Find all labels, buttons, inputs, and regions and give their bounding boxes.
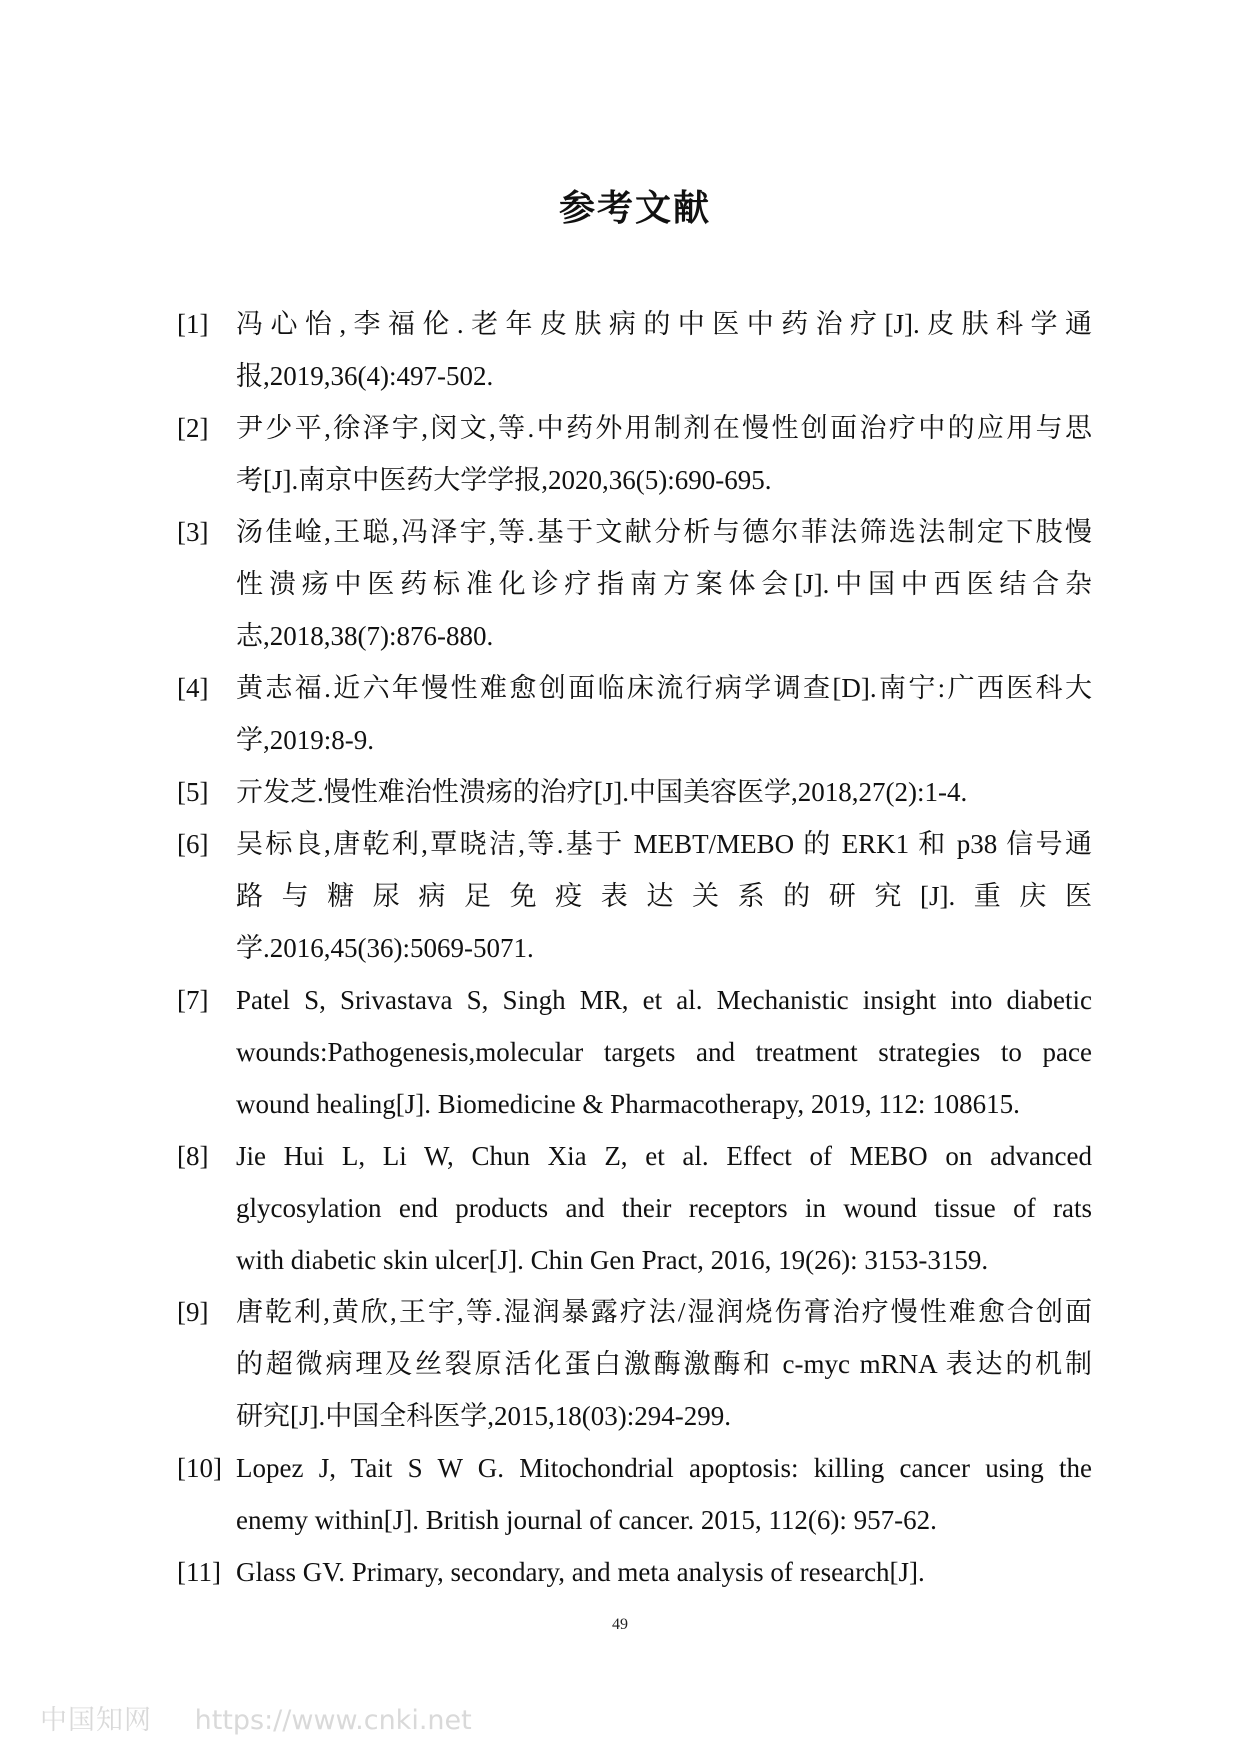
reference-item xyxy=(177,662,1092,766)
reference-item xyxy=(177,1286,1092,1442)
reference-number: [1] xyxy=(177,309,209,339)
reference-item xyxy=(177,1130,1092,1286)
reference-line: 汤佳崯,王聪,冯泽宇,等.基于文献分析与德尔菲法筛选法制定下肢慢 xyxy=(236,517,1092,547)
reference-text xyxy=(236,1286,1092,1442)
reference-item xyxy=(177,298,1092,402)
reference-line: with diabetic skin ulcer[J]. Chin Gen Pract, 2016, 19(26): 3153-3159. xyxy=(236,1245,989,1275)
reference-line: 路与糖尿病足免疫表达关系的研究[J].重庆医 xyxy=(236,881,1092,911)
reference-text xyxy=(236,766,1092,818)
reference-line: 的超微病理及丝裂原活化蛋白激酶激酶和 c-myc mRNA 表达的机制 xyxy=(236,1349,1092,1379)
reference-line: 研究[J].中国全科医学,2015,18(03):294-299. xyxy=(236,1401,731,1431)
reference-line: 学.2016,45(36):5069-5071. xyxy=(236,933,534,963)
reference-line: Jie Hui L, Li W, Chun Xia Z, et al. Effect of MEBO on advanced xyxy=(236,1141,1092,1171)
reference-text xyxy=(236,506,1092,662)
watermark xyxy=(40,1698,472,1737)
reference-number: [11] xyxy=(177,1557,221,1587)
reference-number: [6] xyxy=(177,829,209,859)
reference-item xyxy=(177,1546,1092,1598)
reference-item xyxy=(177,402,1092,506)
reference-list xyxy=(177,298,1092,1598)
reference-number: [2] xyxy=(177,413,209,443)
reference-text xyxy=(236,1546,1092,1598)
reference-item xyxy=(177,506,1092,662)
reference-number: [8] xyxy=(177,1141,209,1171)
reference-item xyxy=(177,974,1092,1130)
reference-line: Patel S, Srivastava S, Singh MR, et al. Mechanistic insight into diabetic xyxy=(236,985,1092,1015)
reference-line: Glass GV. Primary, secondary, and meta analysis of research[J]. xyxy=(236,1557,925,1587)
reference-line: 亓发芝.慢性难治性溃疡的治疗[J].中国美容医学,2018,27(2):1-4. xyxy=(236,777,968,807)
reference-item xyxy=(177,766,1092,818)
reference-text xyxy=(236,1442,1092,1546)
reference-line: wound healing[J]. Biomedicine & Pharmacotherapy, 2019, 112: 108615. xyxy=(236,1089,1020,1119)
reference-line: 报,2019,36(4):497-502. xyxy=(236,361,494,391)
reference-text xyxy=(236,1130,1092,1286)
page-number: 49 xyxy=(612,1616,628,1633)
reference-line: 吴标良,唐乾利,覃晓洁,等.基于 MEBT/MEBO 的 ERK1 和 p38 信号通 xyxy=(236,829,1092,859)
reference-line: wounds:Pathogenesis,molecular targets and treatment strategies to pace xyxy=(236,1037,1092,1067)
reference-text xyxy=(236,974,1092,1130)
reference-line: enemy within[J]. British journal of cancer. 2015, 112(6): 957-62. xyxy=(236,1505,937,1535)
reference-number: [9] xyxy=(177,1297,209,1327)
reference-line: 考[J].南京中医药大学学报,2020,36(5):690-695. xyxy=(236,465,772,495)
reference-text xyxy=(236,662,1092,766)
reference-item xyxy=(177,818,1092,974)
reference-line: 冯心怡,李福伦.老年皮肤病的中医中药治疗[J].皮肤科学通 xyxy=(236,309,1092,339)
reference-number: [3] xyxy=(177,517,209,547)
reference-line: 志,2018,38(7):876-880. xyxy=(236,621,494,651)
reference-line: glycosylation end products and their receptors in wound tissue of rats xyxy=(236,1193,1092,1223)
reference-line: Lopez J, Tait S W G. Mitochondrial apoptosis: killing cancer using the xyxy=(236,1453,1092,1483)
reference-number: [5] xyxy=(177,777,209,807)
reference-number: [7] xyxy=(177,985,209,1015)
page-title: 参考文献 xyxy=(558,188,711,229)
watermark-url: https://www.cnki.net xyxy=(194,1705,472,1736)
reference-text xyxy=(236,402,1092,506)
reference-item xyxy=(177,1442,1092,1546)
reference-text xyxy=(236,298,1092,402)
reference-line: 性溃疡中医药标准化诊疗指南方案体会[J].中国中西医结合杂 xyxy=(236,569,1092,599)
reference-text xyxy=(236,818,1092,974)
reference-line: 学,2019:8-9. xyxy=(236,725,374,755)
reference-line: 黄志福.近六年慢性难愈创面临床流行病学调查[D].南宁:广西医科大 xyxy=(236,673,1092,703)
watermark-logo: 中国知网 xyxy=(40,1705,152,1736)
reference-line: 唐乾利,黄欣,王宇,等.湿润暴露疗法/湿润烧伤膏治疗慢性难愈合创面 xyxy=(236,1297,1092,1327)
reference-number: [4] xyxy=(177,673,209,703)
reference-number: [10] xyxy=(177,1453,222,1483)
reference-line: 尹少平,徐泽宇,闵文,等.中药外用制剂在慢性创面治疗中的应用与思 xyxy=(236,413,1092,443)
